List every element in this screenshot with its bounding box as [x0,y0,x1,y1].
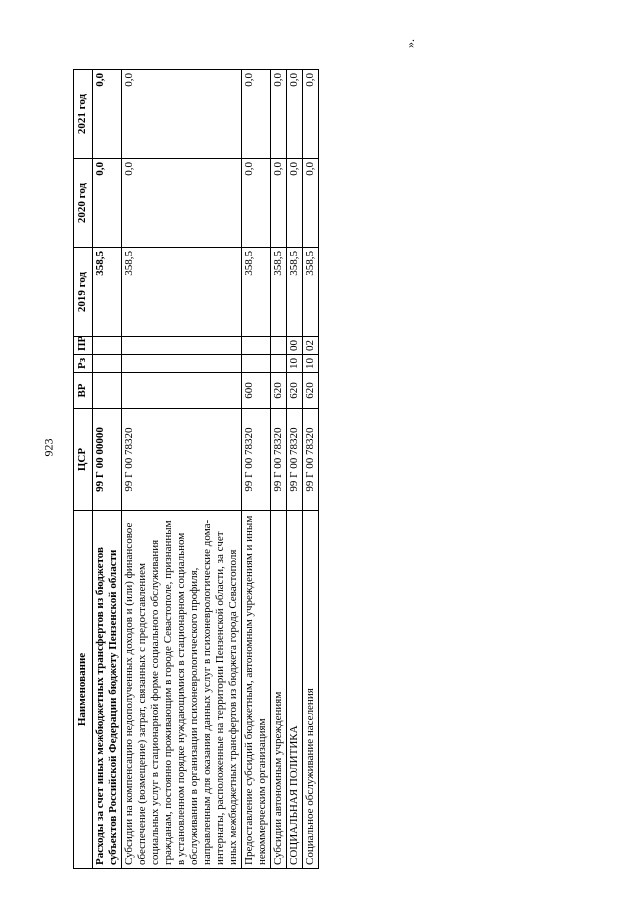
cell-2021: 0,0 [93,70,122,159]
cell-vr: 620 [271,373,287,409]
budget-table-container [73,69,319,869]
cell-2019: 358,5 [93,248,122,337]
table-row [287,70,303,869]
cell-pr [122,337,242,355]
header-2019: 2019 год [74,248,93,337]
cell-2019: 358,5 [242,248,271,337]
header-rz: Рз [74,355,93,373]
cell-csr: 99 Г 00 78320 [122,409,242,511]
cell-2021: 0,0 [303,70,319,159]
cell-2020: 0,0 [93,159,122,248]
cell-name: Социальное обслуживание населения [303,511,319,869]
cell-vr: 620 [287,373,303,409]
cell-pr: 02 [303,337,319,355]
cell-name: Субсидии автономным учреждениям [271,511,287,869]
cell-vr: 600 [242,373,271,409]
cell-2021: 0,0 [122,70,242,159]
cell-2019: 358,5 [303,248,319,337]
cell-2020: 0,0 [271,159,287,248]
cell-csr: 99 Г 00 00000 [93,409,122,511]
cell-2020: 0,0 [242,159,271,248]
cell-rz: 10 [303,355,319,373]
cell-2020: 0,0 [287,159,303,248]
cell-pr [93,337,122,355]
cell-vr [93,373,122,409]
table-row [93,70,122,869]
table-row [271,70,287,869]
header-vr: ВР [74,373,93,409]
cell-2021: 0,0 [242,70,271,159]
header-name: Наименование [74,511,93,869]
cell-2020: 0,0 [303,159,319,248]
cell-rz [93,355,122,373]
header-csr: ЦСР [74,409,93,511]
cell-csr: 99 Г 00 78320 [271,409,287,511]
cell-csr: 99 Г 00 78320 [242,409,271,511]
table-header-row [74,70,93,869]
cell-2019: 358,5 [287,248,303,337]
page-number: 923 [41,438,56,457]
cell-2019: 358,5 [122,248,242,337]
cell-csr: 99 Г 00 78320 [303,409,319,511]
cell-csr: 99 Г 00 78320 [287,409,303,511]
header-2020: 2020 год [74,159,93,248]
cell-2020: 0,0 [122,159,242,248]
cell-rz [122,355,242,373]
cell-rz [242,355,271,373]
budget-table [73,69,319,869]
cell-rz [271,355,287,373]
cell-2021: 0,0 [287,70,303,159]
cell-pr [242,337,271,355]
cell-vr: 620 [303,373,319,409]
cell-pr: 00 [287,337,303,355]
cell-pr [271,337,287,355]
table-row [122,70,242,869]
header-2021: 2021 год [74,70,93,159]
header-pr: ПР [74,337,93,355]
cell-rz: 10 [287,355,303,373]
closing-quote-mark: ». [403,39,417,48]
cell-2019: 358,5 [271,248,287,337]
cell-2021: 0,0 [271,70,287,159]
cell-name: Предоставление субсидий бюджетным, автономным учреждениям и иным некоммерческим организациям [242,511,271,869]
cell-name: Субсидии на компенсацию недополученных доходов и (или) финансовое обеспечение (возмещение) затрат, связанных с предоставлением социальных услуг в стационарной форме социального обслуживания гражданам, постоянно проживающим в городе Севастополе, признанным в установленном порядке нуждающимися в стационарном социальном обслуживании в организации психоневрологического профиля, направленным для оказания данных услуг в психоневрологические дома-интернаты, расположенные на территории Пензенской области, за счет иных межбюджетных трансфертов из бюджета города Севастополя [122,511,242,869]
cell-vr [122,373,242,409]
cell-name: Расходы за счет иных межбюджетных трансфертов из бюджетов субъектов Российской Федерации бюджету Пензенской области [93,511,122,869]
table-row [242,70,271,869]
cell-name: СОЦИАЛЬНАЯ ПОЛИТИКА [287,511,303,869]
table-row [303,70,319,869]
